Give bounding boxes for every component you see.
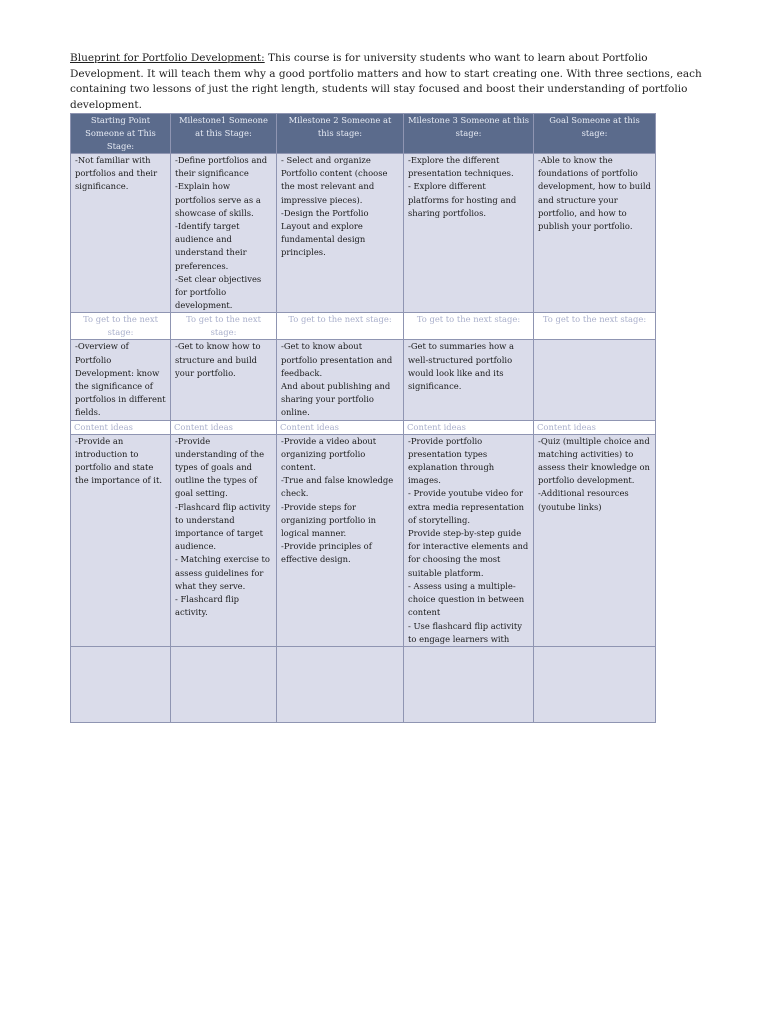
intro-lead: Blueprint for Portfolio Development: [70,52,265,64]
cell-line: - Matching exercise to assess guidelines for what they serve. [175,554,270,591]
cell-line: - Explore different platforms for hosting and sharing portfolios. [408,181,517,218]
header-row [71,114,656,154]
stage-cell [404,154,534,313]
cell-line: -Provide portfolio presentation types explanation through images. [408,435,495,486]
cell-line: - Select and organize Portfolio content (choose the most relevant and impressive pieces). [281,155,388,205]
content-ideas-label: Content ideas [277,420,404,434]
cell-line: And about publishing and sharing your portfolio online. [281,381,391,418]
cell-line: - Provide youtube video for extra media representation of storytelling. [408,488,525,525]
cell-line: - Flashcard flip activity. [175,594,240,618]
next-stage-cell [404,340,534,420]
header-cell: Starting Point Someone at This Stage: [71,114,171,154]
stage-cell [534,154,656,313]
content-cell [71,434,171,659]
cell-line: -Provide steps for organizing portfolio in logical manner. [281,501,377,539]
content-ideas-label: Content ideas [534,420,656,434]
cell-line: -Flashcard flip activity to understand importance of target audience. [175,501,271,552]
stage-cell [277,154,404,313]
empty-cell [534,647,656,723]
cell-line: -Able to know the foundations of portfolio development, how to build and structure your portfolio, and how to publish your portfolio. [538,155,651,232]
next-stage-cell [277,340,404,420]
intro-text: This course is for university students who want to learn about Portfolio Development. It will teach them why a good portfolio matters and how to start creating one. With three sections, each containing two lessons of just the right length, students will stay focused and boost their understanding of portfolio development. [70,52,702,111]
next-stage-cell [71,340,171,420]
content-ideas-label: Content ideas [404,420,534,434]
header-cell: Milestone 3 Someone at this stage: [404,114,534,154]
stage-row [71,154,656,313]
empty-table [70,646,656,723]
content-cell [534,434,656,659]
blueprint-table [70,113,656,660]
next-stage-cell [171,340,277,420]
cell-line: Provide step-by-step guide for interactive elements and for choosing the most suitable platform. [408,528,529,578]
next-stage-label: To get to the next stage: [404,313,534,340]
content-cell [277,434,404,659]
next-stage-label: To get to the next stage: [171,313,277,340]
cell-line: -Not familiar with portfolios and their significance. [75,155,158,192]
cell-line: -Explore the different presentation techniques. [408,155,514,179]
content-row [71,434,656,659]
empty-cell [277,647,404,723]
empty-cell [404,647,534,723]
cell-line: - Assess using a multiple-choice question in between content [408,580,525,618]
next-stage-row [71,340,656,420]
content-cell [171,434,277,659]
header-cell: Goal Someone at this stage: [534,114,656,154]
cell-line: -Get to summaries how a well-structured portfolio would look like and its significance. [408,341,515,392]
cell-line: -Provide a video about organizing portfolio content. [281,435,377,473]
stage-cell [171,154,277,313]
content-cell [404,434,534,659]
cell-line: - Use flashcard flip activity to engage learners with [408,620,522,644]
stage-cell [71,154,171,313]
header-cell: Milestone 2 Someone at this stage: [277,114,404,154]
next-stage-cell [534,340,656,420]
cell-line: -Explain how portfolios serve as a showcase of skills. [175,181,261,218]
cell-line: -Identify target audience and understand their preferences. [175,221,247,271]
cell-line: -Set clear objectives for portfolio development. [175,273,262,311]
cell-line: -Provide an introduction to portfolio and state the importance of it. [75,435,162,486]
cell-line: -Quiz (multiple choice and matching activities) to assess their knowledge on portfolio development. [538,435,650,486]
cell-line: -Get to know how to structure and build your portfolio. [175,341,261,378]
cell-line: -Provide understanding of the types of goals and outline the types of goal setting. [175,435,265,499]
cell-line: -Define portfolios and their significance [175,155,268,179]
header-cell: Milestone1 Someone at this Stage: [171,114,277,154]
content-ideas-label: Content ideas [71,420,171,434]
intro-paragraph [70,51,710,113]
content-ideas-label-row [71,420,656,434]
content-ideas-label: Content ideas [171,420,277,434]
empty-cell [171,647,277,723]
empty-cell [71,647,171,723]
cell-line: -Overview of Portfolio Development: know the significance of portfolios in different fields. [75,341,166,418]
next-stage-label: To get to the next stage: [534,313,656,340]
cell-line: -True and false knowledge check. [281,475,394,499]
next-stage-label: To get to the next stage: [71,313,171,340]
next-stage-label: To get to the next stage: [277,313,404,340]
next-stage-label-row [71,313,656,340]
cell-line: -Get to know about portfolio presentation and feedback. [281,341,393,378]
cell-line: -Provide principles of effective design. [281,541,372,565]
cell-line: -Design the Portfolio Layout and explore fundamental design principles. [281,207,369,258]
empty-row [71,647,656,723]
cell-line: -Additional resources (youtube links) [538,488,629,512]
